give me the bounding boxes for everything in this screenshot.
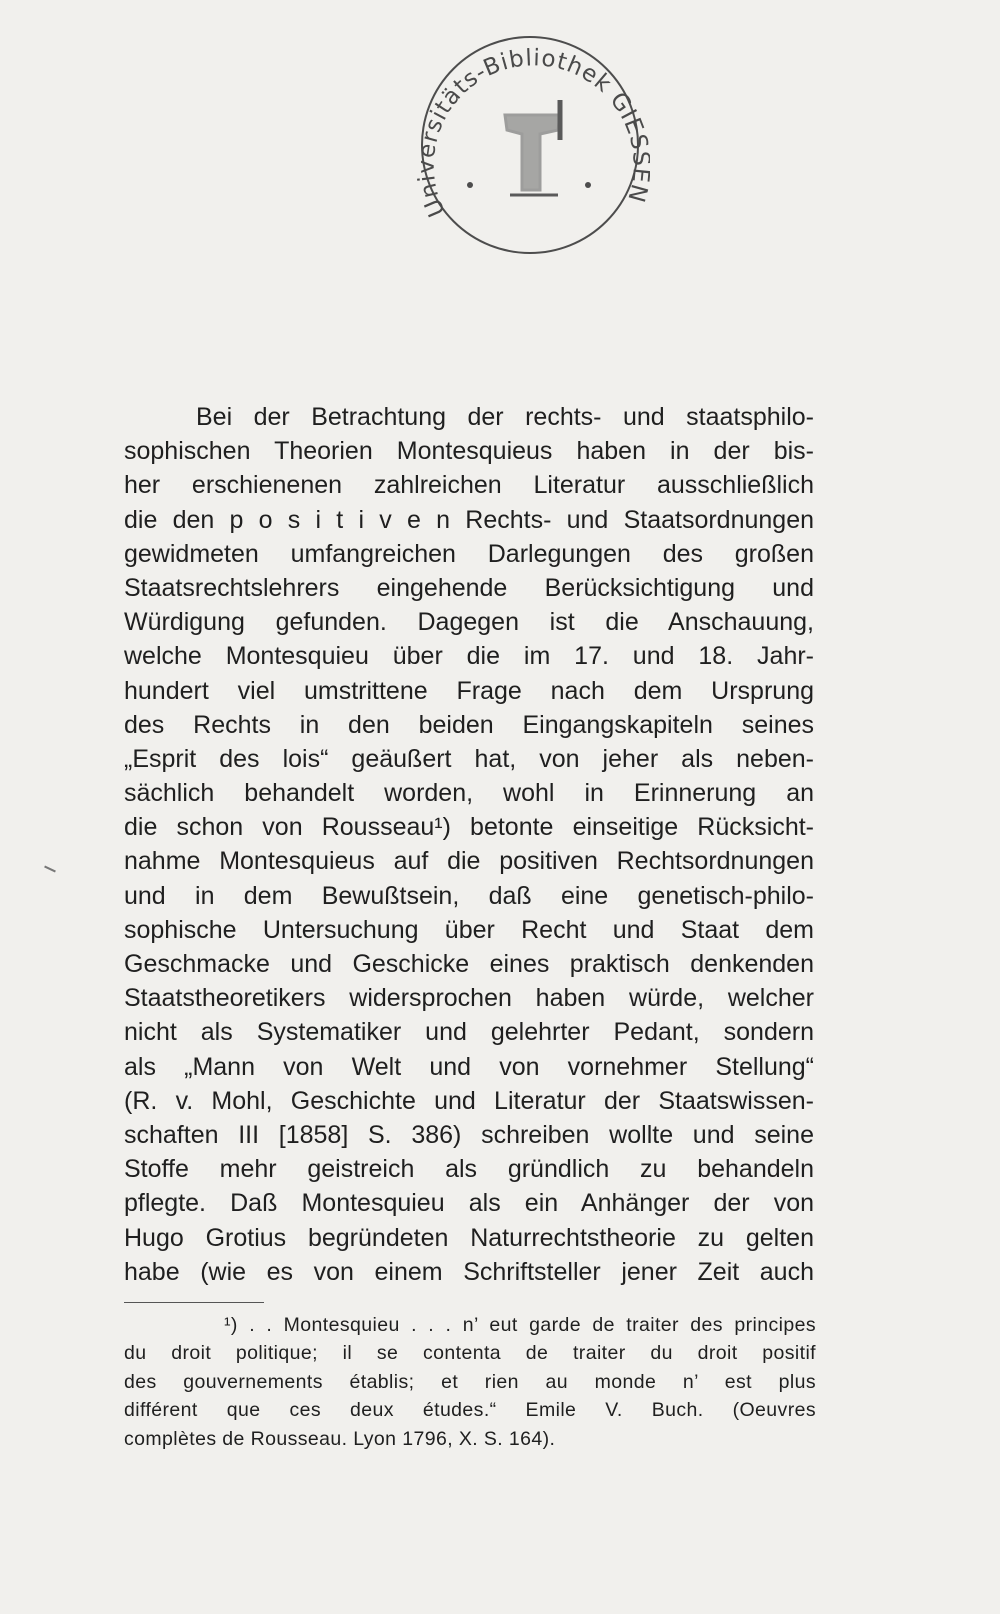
text-line: die den p o s i t i v e n Rechts- und Staatsordnungen: [124, 505, 814, 534]
text-line: nahme Montesquieus auf die positiven Rechtsordnungen: [124, 847, 814, 876]
library-stamp-seal: [410, 30, 650, 270]
text-line: her erschienenen zahlreichen Literatur ausschließlich: [124, 471, 814, 500]
footnote-line: du droit politique; il se contenta de traiter du droit positif: [124, 1342, 816, 1365]
text-line: als „Mann von Welt und von vornehmer Stellung“: [124, 1052, 814, 1081]
main-paragraph: [124, 400, 814, 1289]
text-line: Hugo Grotius begründeten Naturrechtstheorie zu gelten: [124, 1223, 814, 1252]
footnote-divider: [124, 1302, 264, 1303]
text-line: schaften III [1858] S. 386) schreiben wollte und seine: [124, 1120, 814, 1149]
text-line: Würdigung gefunden. Dagegen ist die Anschauung,: [124, 608, 814, 637]
footnote-line: ¹) . . Montesquieu . . . n’ eut garde de traiter des principes: [224, 1314, 816, 1336]
text-line: „Esprit des lois“ geäußert hat, von jeher als neben-: [124, 744, 814, 773]
text-line: sophischen Theorien Montesquieus haben in der bis-: [124, 437, 814, 466]
text-line: und in dem Bewußtsein, daß eine genetisch-philo-: [124, 881, 814, 910]
text-line: Stoffe mehr geistreich als gründlich zu behandeln: [124, 1155, 814, 1184]
margin-mark: [44, 866, 56, 873]
footnote-line: des gouvernements établis; et rien au monde n’ est plus: [124, 1370, 816, 1393]
text-line: nicht als Systematiker und gelehrter Pedant, sondern: [124, 1018, 814, 1047]
text-line: welche Montesquieu über die im 17. und 18. Jahr-: [124, 642, 814, 671]
text-line: gewidmeten umfangreichen Darlegungen des großen: [124, 539, 814, 568]
text-line: Geschmacke und Geschicke eines praktisch denkenden: [124, 950, 814, 978]
stamp-text: Universitäts-Bibliothek GIES N: [413, 45, 650, 221]
text-line: Bei der Betrachtung der rechts- und staatsphilo-: [196, 403, 814, 431]
text-line: (R. v. Mohl, Geschichte und Literatur der Staatswissen-: [124, 1086, 814, 1115]
footnote: [124, 1311, 816, 1453]
library-stamp: [410, 30, 650, 270]
stamp-crest-icon: [505, 100, 560, 195]
text-line: des Rechts in den beiden Eingangskapiteln seines: [124, 710, 814, 739]
text-line: habe (wie es von einem Schriftsteller jener Zeit auch: [124, 1257, 814, 1286]
text-line: hundert viel umstrittene Frage nach dem Ursprung: [124, 676, 814, 705]
text-line: die schon von Rousseau¹) betonte einseitige Rücksicht-: [124, 813, 814, 842]
text-line: Staatsrechtslehrers eingehende Berücksichtigung und: [124, 573, 814, 602]
text-line: pflegte. Daß Montesquieu als ein Anhänger der von: [124, 1189, 814, 1218]
text-line: sächlich behandelt worden, wohl in Erinnerung an: [124, 779, 814, 808]
footnote-line: complètes de Rousseau. Lyon 1796, X. S. 164).: [124, 1427, 556, 1450]
text-line: Staatstheoretikers widersprochen haben würde, welcher: [124, 984, 814, 1013]
footnote-line: différent que ces deux études.“ Emile V. Buch. (Oeuvres: [124, 1399, 816, 1422]
text-line: sophische Untersuchung über Recht und Staat dem: [124, 915, 814, 944]
